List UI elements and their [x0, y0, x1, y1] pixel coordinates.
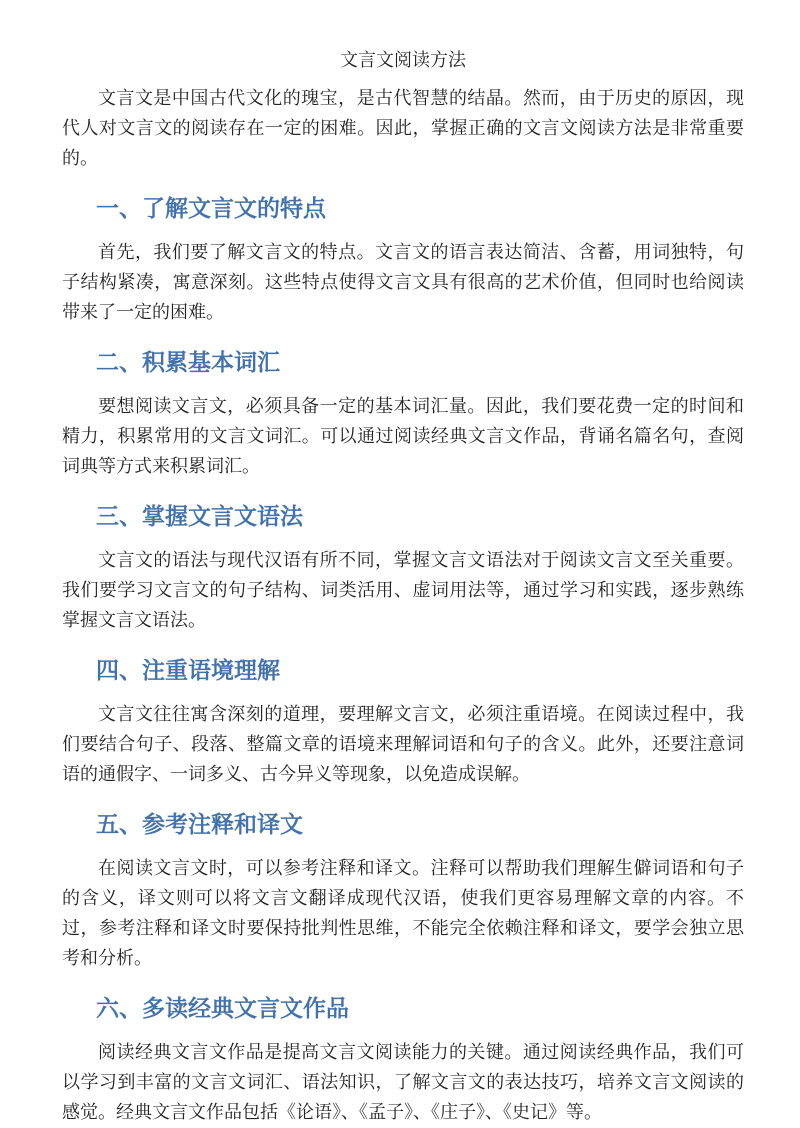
section-paragraph: 在阅读文言文时，可以参考注释和译文。注释可以帮助我们理解生僻词语和句子的含义，译文则可以将文言文翻译成现代汉语，使我们更容易理解文章的内容。不过，参考注释和译文时要保持批判性思维，不能完全依赖注释和译文，要学会独立思考和分析。: [62, 858, 744, 969]
document-title: 文言文阅读方法: [340, 50, 466, 71]
section-2: [62, 346, 744, 482]
section-paragraph: 文言文往往寓含深刻的道理，要理解文言文，必须注重语境。在阅读过程中，我们要结合句子、段落、整篇文章的语境来理解词语和句子的含义。此外，还要注意词语的通假字、一词多义、古今异义等现象，以免造成误解。: [62, 704, 744, 785]
section-paragraph: 阅读经典文言文作品是提高文言文阅读能力的关键。通过阅读经典作品，我们可以学习到丰富的文言文词汇、语法知识，了解文言文的表达技巧，培养文言文阅读的感觉。经典文言文作品包括《论语》、《孟子》、《庄子》、《史记》等。: [62, 1042, 744, 1123]
section-heading: 六、多读经典文言文作品: [96, 996, 349, 1022]
section-paragraph: 要想阅读文言文，必须具备一定的基本词汇量。因此，我们要花费一定的时间和精力，积累常用的文言文词汇。可以通过阅读经典文言文作品，背诵名篇名句，查阅词典等方式来积累词汇。: [62, 396, 744, 477]
section-3: [62, 500, 744, 636]
section-paragraph: 首先，我们要了解文言文的特点。文言文的语言表达简洁、含蓄，用词独特，句子结构紧凑，寓意深刻。这些特点使得文言文具有很高的艺术价值，但同时也给阅读带来了一定的困难。: [62, 242, 744, 323]
section-5: [62, 808, 744, 974]
section-paragraph: 文言文的语法与现代汉语有所不同，掌握文言文语法对于阅读文言文至关重要。我们要学习文言文的句子结构、词类活用、虚词用法等，通过学习和实践，逐步熟练掌握文言文语法。: [62, 550, 744, 631]
section-1: [62, 192, 744, 328]
section-4: [62, 654, 744, 790]
section-heading: 四、注重语境理解: [96, 658, 280, 684]
section-heading: 三、掌握文言文语法: [96, 504, 303, 530]
section-heading: 一、了解文言文的特点: [96, 196, 326, 222]
intro-paragraph: 文言文是中国古代文化的瑰宝，是古代智慧的结晶。然而，由于历史的原因，现代人对文言文的阅读存在一定的困难。因此，掌握正确的文言文阅读方法是非常重要的。: [62, 88, 744, 169]
section-heading: 二、积累基本词汇: [96, 350, 280, 376]
section-6: [62, 992, 744, 1128]
section-heading: 五、参考注释和译文: [96, 812, 303, 838]
